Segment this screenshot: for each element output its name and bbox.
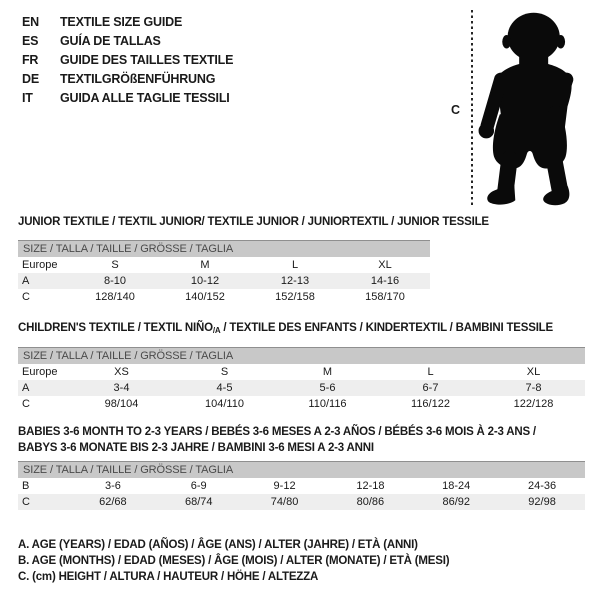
row-label: C — [22, 291, 30, 303]
row-label: A — [22, 382, 30, 394]
footnote-c: C. (cm) HEIGHT / ALTURA / HAUTEUR / HÖHE / ALTEZZA — [18, 571, 319, 583]
age-row — [18, 273, 430, 289]
value-cell: 152/158 — [275, 291, 315, 303]
language-title: TEXTILGRÖßENFÜHRUNG — [60, 72, 216, 86]
value-cell: 68/74 — [184, 496, 213, 508]
language-row-fr — [22, 51, 233, 70]
value-cell: 74/80 — [270, 496, 299, 508]
language-title: GUIDE DES TAILLES TEXTILE — [60, 53, 234, 67]
title-part-subscript: /A — [212, 326, 221, 335]
language-row-de — [22, 70, 233, 89]
column-header-cell: XS — [114, 366, 129, 378]
column-header-cell: M — [200, 259, 210, 271]
column-header-cell: Europe — [22, 366, 58, 378]
language-row-es — [22, 32, 233, 51]
children-table-title — [18, 322, 553, 335]
value-cell: 62/68 — [99, 496, 127, 508]
value-cell: 6-9 — [190, 480, 207, 492]
value-cell: 8-10 — [103, 275, 127, 287]
size-header-bar: SIZE / TALLA / TAILLE / GRÖSSE / TAGLIA — [18, 240, 430, 257]
age-row — [18, 380, 585, 396]
value-cell: 6-7 — [422, 382, 439, 394]
size-header-bar: SIZE / TALLA / TAILLE / GRÖSSE / TAGLIA — [18, 461, 585, 478]
babies-table-title-line2: BABYS 3-6 MONATE BIS 2-3 JAHRE / BAMBINI 3-6 MESI A 2-3 ANNI — [18, 442, 374, 454]
value-cell: 128/140 — [95, 291, 135, 303]
language-title: GUÍA DE TALLAS — [60, 34, 161, 48]
language-code: DE — [22, 72, 39, 86]
value-cell: 110/116 — [308, 398, 347, 410]
value-cell: 4-5 — [216, 382, 233, 394]
age-row — [18, 478, 585, 494]
size-label-row — [18, 257, 430, 273]
column-header-cell: L — [291, 259, 299, 271]
value-cell: 80/86 — [356, 496, 385, 508]
value-cell: 12-18 — [356, 480, 385, 492]
language-row-it — [22, 89, 233, 108]
height-row — [18, 494, 585, 510]
height-row — [18, 289, 430, 305]
value-cell: 3-4 — [113, 382, 130, 394]
column-header-cell: XL — [378, 259, 392, 271]
language-title: GUIDA ALLE TAGLIE TESSILI — [60, 91, 230, 105]
title-part: CHILDREN'S TEXTILE / TEXTIL NIÑO — [18, 322, 213, 334]
language-code: IT — [22, 91, 33, 105]
value-cell: 14-16 — [370, 275, 400, 287]
title-part: / TEXTILE DES ENFANTS / KINDERTEXTIL / BAMBINI TESSILE — [220, 322, 553, 334]
row-label: B — [22, 480, 30, 492]
language-code: FR — [22, 53, 39, 67]
size-label-row — [18, 364, 585, 380]
language-code: ES — [22, 34, 39, 48]
value-cell: 116/122 — [411, 398, 450, 410]
size-header-bar: SIZE / TALLA / TAILLE / GRÖSSE / TAGLIA — [18, 347, 585, 364]
column-header-cell: L — [427, 366, 434, 378]
babies-table — [18, 461, 585, 510]
column-header-cell: S — [220, 366, 229, 378]
value-cell: 86/92 — [442, 496, 470, 508]
row-label: A — [22, 275, 30, 287]
value-cell: 10-12 — [190, 275, 220, 287]
column-header-cell: Europe — [22, 259, 58, 271]
value-cell: 158/170 — [365, 291, 405, 303]
height-row — [18, 396, 585, 412]
value-cell: 7-8 — [525, 382, 542, 394]
value-cell: 3-6 — [104, 480, 121, 492]
value-cell: 9-12 — [273, 480, 296, 492]
row-label: C — [22, 496, 30, 508]
value-cell: 24-36 — [527, 480, 557, 492]
language-title: TEXTILE SIZE GUIDE — [60, 15, 183, 29]
value-cell: 122/128 — [513, 398, 554, 410]
value-cell: 12-13 — [280, 275, 310, 287]
height-label-c: C — [451, 103, 461, 117]
footnote-b: B. AGE (MONTHS) / EDAD (MESES) / ÂGE (MOIS) / ALTER (MONATE) / ETÀ (MESI) — [18, 555, 450, 567]
column-header-cell: M — [322, 366, 333, 378]
value-cell: 92/98 — [528, 496, 556, 508]
children-table — [18, 347, 585, 412]
value-cell: 18-24 — [442, 480, 471, 492]
language-code: EN — [22, 15, 39, 29]
column-header-cell: S — [111, 259, 119, 271]
footnote-a: A. AGE (YEARS) / EDAD (AÑOS) / ÂGE (ANS) / ALTER (JAHRE) / ETÀ (ANNI) — [18, 539, 418, 551]
column-header-cell: XL — [526, 366, 541, 378]
junior-table-title: JUNIOR TEXTILE / TEXTIL JUNIOR/ TEXTILE JUNIOR / JUNIORTEXTIL / JUNIOR TESSILE — [18, 216, 489, 228]
baby-silhouette-icon — [459, 6, 589, 209]
language-list — [22, 13, 233, 108]
value-cell: 140/152 — [185, 291, 225, 303]
language-row-en — [22, 13, 233, 32]
babies-table-title-line1: BABIES 3-6 MONTH TO 2-3 YEARS / BEBÉS 3-6 MESES A 2-3 AÑOS / BÉBÉS 3-6 MOIS À 2-3 ANS / — [18, 426, 536, 438]
value-cell: 104/110 — [205, 398, 244, 410]
row-label: C — [22, 398, 30, 410]
value-cell: 5-6 — [319, 382, 336, 394]
value-cell: 98/104 — [104, 398, 139, 410]
junior-table — [18, 240, 430, 305]
